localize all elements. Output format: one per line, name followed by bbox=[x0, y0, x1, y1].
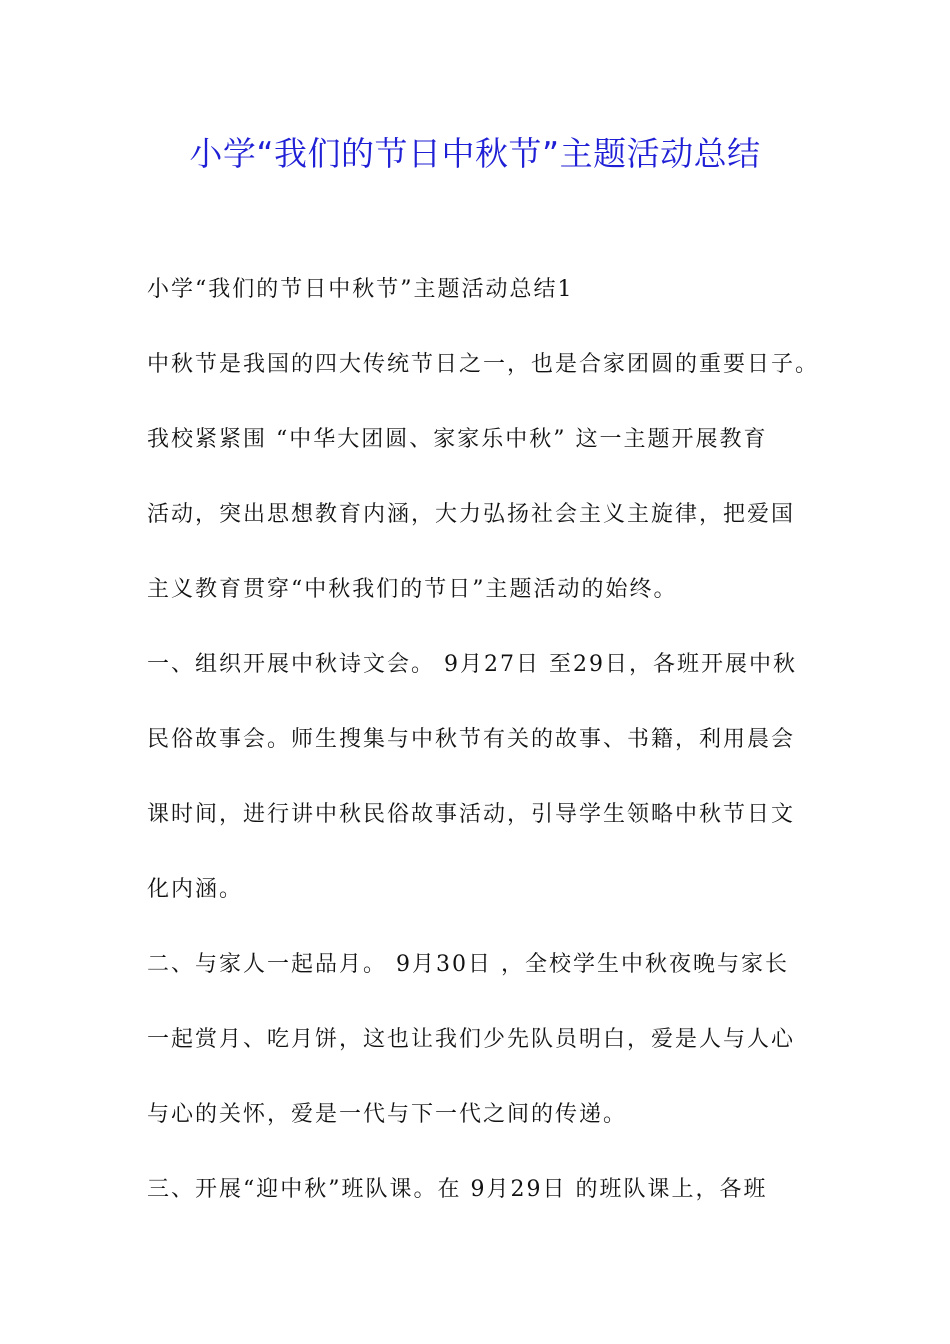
section-heading: 小学“我们的节日中秋节”主题活动总结1 bbox=[147, 277, 574, 302]
paragraph-line: 中秋节是我国的四大传统节日之一，也是合家团圆的重要日子。 bbox=[147, 352, 820, 377]
paragraph-line: 三、开展“迎中秋”班队课。在 9月29日 的班队课上，各班 bbox=[147, 1177, 768, 1202]
paragraph-line: 民俗故事会。师生搜集与中秋节有关的故事、书籍，利用晨会 bbox=[147, 727, 796, 752]
paragraph-line: 我校紧紧围 “中华大团圆、家家乐中秋” 这一主题开展教育 bbox=[147, 427, 768, 452]
paragraph-line: 与心的关怀，爱是一代与下一代之间的传递。 bbox=[147, 1102, 628, 1127]
paragraph-line: 一起赏月、吃月饼，这也让我们少先队员明白，爱是人与人心 bbox=[147, 1027, 796, 1052]
paragraph-line: 化内涵。 bbox=[147, 877, 244, 902]
paragraph-line: 课时间，进行讲中秋民俗故事活动，引导学生领略中秋节日文 bbox=[147, 802, 796, 827]
paragraph-line: 二、与家人一起品月。 9月30日 ，全校学生中秋夜晚与家长 bbox=[147, 952, 789, 977]
paragraph-line: 活动，突出思想教育内涵，大力弘扬社会主义主旋律，把爱国 bbox=[147, 502, 796, 527]
paragraph-line: 一、组织开展中秋诗文会。 9月27日 至29日，各班开展中秋 bbox=[147, 652, 797, 677]
paragraph-line: 主义教育贯穿“中秋我们的节日”主题活动的始终。 bbox=[147, 577, 678, 602]
document-title: 小学“我们的节日中秋节”主题活动总结 bbox=[189, 134, 761, 173]
